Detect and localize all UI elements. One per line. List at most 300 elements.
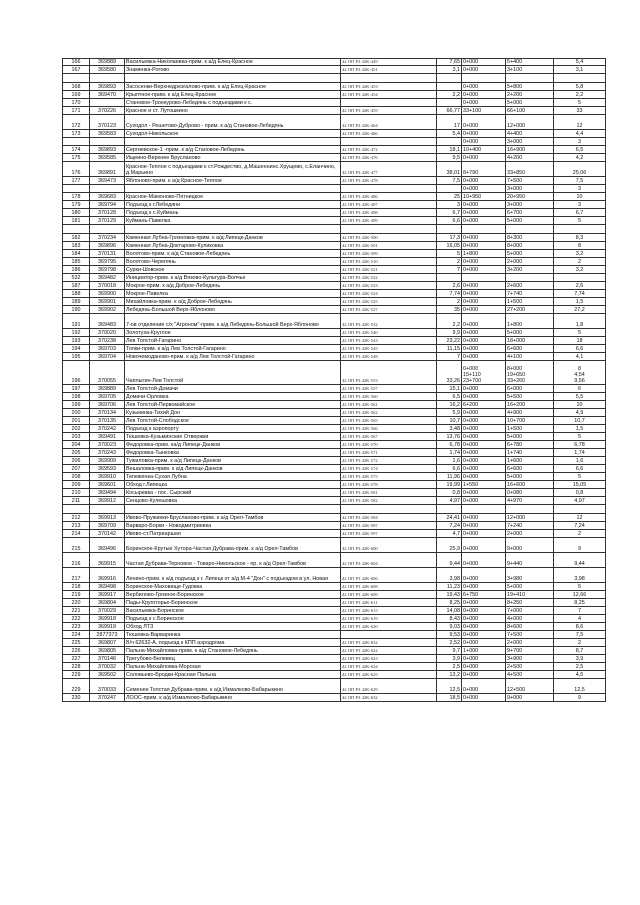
road-name: Тюшевка-Варваринка xyxy=(125,631,341,639)
road-identifier: 42 ОП РЗ 42К-455 xyxy=(341,107,437,115)
road-length: 2 xyxy=(437,258,462,266)
row-number: 187 xyxy=(63,282,90,290)
start-chainage: 0+000 xyxy=(462,553,506,568)
road-identifier: 42 ОП РЗ 42К-623 xyxy=(341,655,437,663)
start-chainage: 0+000 xyxy=(462,154,506,162)
road-length: 3,9 xyxy=(437,655,462,663)
table-row xyxy=(63,107,606,115)
road-code: 370023 xyxy=(90,441,125,449)
road-length: 33,26 xyxy=(437,361,462,385)
row-number: 178 xyxy=(63,193,90,201)
table-row xyxy=(63,530,606,538)
road-name: Ленино-прим. к а/д подъезд к г. Липецк от а/д М-4 "Дон" с подъездом в ул. Новая xyxy=(125,568,341,583)
road-identifier: 42 ОП РЗ 42К-523 xyxy=(341,282,437,290)
road-length: 38,01 xyxy=(437,162,462,177)
end-chainage xyxy=(506,505,554,514)
road-code: 370238 xyxy=(90,337,125,345)
road-code: 369902 xyxy=(90,306,125,314)
road-length: 2,5 xyxy=(437,663,462,671)
road-code: 369593 xyxy=(90,465,125,473)
road-identifier: 42 ОП РЗ 42К-498 xyxy=(341,209,437,217)
road-length: 6,7 xyxy=(437,209,462,217)
end-chainage: 9+000 xyxy=(506,538,554,553)
road-code: 369910 xyxy=(90,473,125,481)
row-number: 229 xyxy=(63,671,90,679)
table-row xyxy=(63,282,606,290)
road-code: 2877373 xyxy=(90,631,125,639)
road-length: 2,52 xyxy=(437,639,462,647)
table-row xyxy=(63,385,606,393)
end-chainage: 1+500 xyxy=(506,425,554,433)
road-code: 369703 xyxy=(90,345,125,353)
row-number: 186 xyxy=(63,266,90,274)
start-chainage: 0+000 xyxy=(462,282,506,290)
road-name: Волотово-прим. к а/д Становое-Лебедянь xyxy=(125,250,341,258)
road-identifier: 42 ОП РЗ 42К-832 xyxy=(341,639,437,647)
row-number: 170 xyxy=(63,99,90,107)
road-name: Волотово-Черепянь xyxy=(125,258,341,266)
start-chainage: 0+000 xyxy=(462,177,506,185)
section-length: 6,7 xyxy=(554,209,606,217)
table-row xyxy=(63,591,606,599)
start-chainage: 0+000 xyxy=(462,385,506,393)
end-chainage: 3+000 xyxy=(506,201,554,209)
road-code: 370247 xyxy=(90,694,125,702)
end-chainage: 6+000 xyxy=(506,385,554,393)
road-name: Мокрое-прим. к а/д Доброе-Лебедянь xyxy=(125,282,341,290)
road-length: 66,77 xyxy=(437,107,462,115)
road-length: 2,2 xyxy=(437,314,462,329)
table-row xyxy=(63,91,606,99)
road-length: 4,97 xyxy=(437,497,462,505)
row-number: 210 xyxy=(63,489,90,497)
start-chainage: 0+000 xyxy=(462,234,506,242)
start-chainage: 33+100 xyxy=(462,107,506,115)
road-length: 0,8 xyxy=(437,489,462,497)
end-chainage: 2+600 xyxy=(506,282,554,290)
road-name: Кузьминка-Тихий Дон xyxy=(125,409,341,417)
row-number: 180 xyxy=(63,209,90,217)
row-number xyxy=(63,225,90,234)
road-name: Тужиловка-прим. к а/д Липецк-Данков xyxy=(125,457,341,465)
road-code: 369473 xyxy=(90,177,125,185)
section-length: 3 xyxy=(554,138,606,146)
road-name xyxy=(125,185,341,193)
end-chainage: 4+200 xyxy=(506,154,554,162)
section-length: 7,5 xyxy=(554,631,606,639)
road-code: 370128 xyxy=(90,209,125,217)
table-row xyxy=(63,473,606,481)
row-number: 175 xyxy=(63,154,90,162)
road-length: 4,7 xyxy=(437,530,462,538)
section-length: 2 xyxy=(554,530,606,538)
road-name: Ивово-ст.Патриаршая xyxy=(125,530,341,538)
road-name: Косыревка - пос. Сырский xyxy=(125,489,341,497)
end-chainage: 5+000 xyxy=(506,433,554,441)
start-chainage: 0+000 xyxy=(462,473,506,481)
start-chainage: 0+000 xyxy=(462,201,506,209)
start-chainage: 0+000 xyxy=(462,694,506,702)
table-row xyxy=(63,481,606,489)
road-length: 7 xyxy=(437,266,462,274)
road-code: 370029 xyxy=(90,607,125,615)
start-chainage: 1+550 xyxy=(462,481,506,489)
row-number: 172 xyxy=(63,115,90,130)
row-number: 196 xyxy=(63,361,90,385)
section-length: 3,9 xyxy=(554,655,606,663)
road-name: Яблоново-прим. к а/д Красное-Теплое xyxy=(125,177,341,185)
table-row xyxy=(63,225,606,234)
start-chainage: 0+000 xyxy=(462,337,506,345)
start-chainage: 6+200 xyxy=(462,401,506,409)
row-number: 214 xyxy=(63,530,90,538)
end-chainage: 18+000 xyxy=(506,337,554,345)
road-name: Ивово-Пружинки-Брусланово-прим. к а/д Орел-Тамбов xyxy=(125,514,341,522)
road-code: 369580 xyxy=(90,66,125,74)
table-row xyxy=(63,209,606,217)
road-length: 9,03 xyxy=(437,623,462,631)
end-chainage: 5+000 xyxy=(506,473,554,481)
section-length: 4,4 xyxy=(554,130,606,138)
road-identifier: 42 ОП РЗ 42К-597 xyxy=(341,530,437,538)
row-number: 168 xyxy=(63,83,90,91)
road-code: 369709 xyxy=(90,522,125,530)
end-chainage: 10+700 xyxy=(506,417,554,425)
table-row xyxy=(63,393,606,401)
road-name xyxy=(125,74,341,83)
row-number: 197 xyxy=(63,385,90,393)
road-code: 369915 xyxy=(90,553,125,568)
road-name: Домачи-Орловка xyxy=(125,393,341,401)
road-name: Красное-Мамоново-Пятницкое xyxy=(125,193,341,201)
road-length: 5,4 xyxy=(437,130,462,138)
section-length: 5 xyxy=(554,217,606,225)
row-number: 202 xyxy=(63,425,90,433)
road-name: Васильевка-Николаевка-прим. к а/д Елец-Красное xyxy=(125,59,341,66)
section-length: 10 xyxy=(554,193,606,201)
table-row xyxy=(63,274,606,282)
section-length: 0,8 xyxy=(554,489,606,497)
road-code: 369704 xyxy=(90,353,125,361)
road-length: 8,43 xyxy=(437,615,462,623)
section-length: 3,98 xyxy=(554,568,606,583)
table-row xyxy=(63,417,606,425)
section-length: 5 xyxy=(554,99,606,107)
end-chainage: 2+500 xyxy=(506,663,554,671)
road-identifier: 42 ОП РЗ 42К-497 xyxy=(341,201,437,209)
table-row xyxy=(63,146,606,154)
road-code: 369794 xyxy=(90,201,125,209)
road-length: 13,76 xyxy=(437,433,462,441)
road-code: 370123 xyxy=(90,115,125,130)
table-row xyxy=(63,66,606,74)
section-length: 1,6 xyxy=(554,457,606,465)
section-length: 5,8 xyxy=(554,83,606,91)
road-length: 8,25 xyxy=(437,599,462,607)
road-identifier: 42 ОП РЗ 42К-609 xyxy=(341,591,437,599)
road-length: 19,43 xyxy=(437,591,462,599)
row-number: 216 xyxy=(63,553,90,568)
road-name: Засосенки-Верхнедрезгалово-прим. к а/д Елец-Красное xyxy=(125,83,341,91)
end-chainage xyxy=(506,225,554,234)
start-chainage: 1+000 xyxy=(462,647,506,655)
road-name: Мокрое-Павелка xyxy=(125,290,341,298)
end-chainage: 2+200 xyxy=(506,91,554,99)
road-identifier: 42 ОП РЗ 42К-608 xyxy=(341,583,437,591)
row-number: 222 xyxy=(63,615,90,623)
row-number: 211 xyxy=(63,497,90,505)
road-code: 370243 xyxy=(90,449,125,457)
section-length: 3 xyxy=(554,201,606,209)
road-identifier: 42 ОП РЗ 42К-625 xyxy=(341,671,437,679)
start-chainage: 0+000 xyxy=(462,522,506,530)
end-chainage: 16+600 xyxy=(506,481,554,489)
section-length: 5 xyxy=(554,433,606,441)
road-code xyxy=(90,505,125,514)
road-name: Подъезд к аэропорту xyxy=(125,425,341,433)
road-length: 18,1 xyxy=(437,146,462,154)
road-code: 370033 xyxy=(90,679,125,694)
road-length: 16,2 xyxy=(437,401,462,409)
section-length: 8,25 xyxy=(554,599,606,607)
road-name xyxy=(125,225,341,234)
start-chainage: 0+000 xyxy=(462,258,506,266)
road-identifier: 42 ОП РЗ 42К-561 xyxy=(341,401,437,409)
road-identifier xyxy=(341,185,437,193)
start-chainage: 0+000 xyxy=(462,530,506,538)
road-identifier: 42 ОП РЗ 42К-522 xyxy=(341,274,437,282)
road-name: Лебедянь-Большой Верх-Яблоново xyxy=(125,306,341,314)
start-chainage: 0+000 xyxy=(462,607,506,615)
end-chainage: 8+000 xyxy=(506,242,554,250)
road-name: Красное и ст. Лутошкино xyxy=(125,107,341,115)
start-chainage: 0+000 xyxy=(462,409,506,417)
start-chainage: 0+000 xyxy=(462,266,506,274)
road-code: 369917 xyxy=(90,591,125,599)
road-name: Подъезд к с.Боринское xyxy=(125,615,341,623)
road-code: 369482 xyxy=(90,274,125,282)
road-name: Подъезд к с.Куймань xyxy=(125,209,341,217)
row-number: 223 xyxy=(63,623,90,631)
start-chainage: 0+000 xyxy=(462,185,506,193)
road-identifier: 42 ОП РЗ 42К-454 xyxy=(341,91,437,99)
end-chainage: 6+700 xyxy=(506,209,554,217)
road-name xyxy=(125,138,341,146)
road-code xyxy=(90,225,125,234)
row-number xyxy=(63,74,90,83)
table-row xyxy=(63,361,606,385)
road-length: 6,6 xyxy=(437,465,462,473)
end-chainage xyxy=(506,74,554,83)
start-chainage: 0+000 xyxy=(462,671,506,679)
road-identifier xyxy=(341,225,437,234)
start-chainage: 6+750 xyxy=(462,591,506,599)
road-length: 11,15 xyxy=(437,345,462,353)
road-length: 3 xyxy=(437,201,462,209)
row-number: 204 xyxy=(63,441,90,449)
road-code: 369913 xyxy=(90,514,125,522)
road-code: 370146 xyxy=(90,655,125,663)
section-length: 10,7 xyxy=(554,417,606,425)
road-length: 25,9 xyxy=(437,538,462,553)
table-row xyxy=(63,250,606,258)
table-row xyxy=(63,162,606,177)
road-register-sheet xyxy=(62,58,605,702)
road-code: 369483 xyxy=(90,314,125,329)
table-row xyxy=(63,457,606,465)
road-identifier: 42 ОП РЗ 42К-572 xyxy=(341,457,437,465)
row-number: 224 xyxy=(63,631,90,639)
row-number: 203 xyxy=(63,433,90,441)
road-code: 369798 xyxy=(90,266,125,274)
table-row xyxy=(63,538,606,553)
road-identifier: 42 ОП РЗ 42К-570 xyxy=(341,441,437,449)
road-code: 369470 xyxy=(90,91,125,99)
start-chainage: 0+000 xyxy=(462,66,506,74)
start-chainage: 0+000 xyxy=(462,115,506,130)
road-length xyxy=(437,138,462,146)
start-chainage: 0+000 xyxy=(462,599,506,607)
start-chainage: 0+000 xyxy=(462,345,506,353)
start-chainage: 0+000 xyxy=(462,449,506,457)
row-number: 201 xyxy=(63,417,90,425)
road-identifier: 42 ОП РЗ 42К-524 xyxy=(341,290,437,298)
row-number: 176 xyxy=(63,162,90,177)
section-length: 4,1 xyxy=(554,353,606,361)
end-chainage: 2+000 xyxy=(506,639,554,647)
road-code xyxy=(90,138,125,146)
road-name: Васильевка-Боринское xyxy=(125,607,341,615)
road-length: 6,78 xyxy=(437,441,462,449)
section-length: 12 xyxy=(554,514,606,522)
table-row xyxy=(63,647,606,655)
section-length: 4,9 xyxy=(554,409,606,417)
road-code: 369502 xyxy=(90,671,125,679)
road-identifier: 42 ОП РЗ 42К-565 xyxy=(341,417,437,425)
road-name: Суходол-Никольское xyxy=(125,130,341,138)
table-row xyxy=(63,655,606,663)
row-number: 205 xyxy=(63,449,90,457)
section-length: 18 xyxy=(554,337,606,345)
row-number: 208 xyxy=(63,473,90,481)
start-chainage: 0+000 xyxy=(462,663,506,671)
table-row xyxy=(63,290,606,298)
end-chainage: 4+400 xyxy=(506,130,554,138)
end-chainage: 3+000 xyxy=(506,185,554,193)
table-row xyxy=(63,345,606,353)
start-chainage: 0+000 xyxy=(462,497,506,505)
end-chainage: 6+600 xyxy=(506,345,554,353)
start-chainage: 8+790 xyxy=(462,162,506,177)
row-number: 174 xyxy=(63,146,90,154)
road-code: 369498 xyxy=(90,583,125,591)
road-name: Вербилово-Грязное-Боринское xyxy=(125,591,341,599)
start-chainage: 0+000 xyxy=(462,679,506,694)
section-length xyxy=(554,225,606,234)
row-number: 212 xyxy=(63,514,90,522)
section-length: 15,05 xyxy=(554,481,606,489)
table-row xyxy=(63,258,606,266)
start-chainage: 0+000 xyxy=(462,615,506,623)
end-chainage: 7+000 xyxy=(506,607,554,615)
road-length xyxy=(437,225,462,234)
road-code: 369804 xyxy=(90,599,125,607)
start-chainage: 0+000 xyxy=(462,306,506,314)
row-number: 218 xyxy=(63,583,90,591)
table-row xyxy=(63,615,606,623)
start-chainage: 0+000 xyxy=(462,465,506,473)
row-number: 184 xyxy=(63,250,90,258)
road-code: 369893 xyxy=(90,146,125,154)
end-chainage: 4+900 xyxy=(506,409,554,417)
section-length: 6,78 xyxy=(554,441,606,449)
section-length: 8 4,54 9,56 xyxy=(554,361,606,385)
road-code xyxy=(90,74,125,83)
road-length: 25 xyxy=(437,193,462,201)
row-number: 179 xyxy=(63,201,90,209)
table-row xyxy=(63,138,606,146)
road-identifier: 42 ОП РЗ 42К-478 xyxy=(341,177,437,185)
section-length: 1,8 xyxy=(554,314,606,329)
road-length: 5 xyxy=(437,250,462,258)
start-chainage: 0+000 xyxy=(462,631,506,639)
road-length: 7,5 xyxy=(437,177,462,185)
road-identifier: 42 ОП РЗ 42К-527 xyxy=(341,306,437,314)
road-identifier xyxy=(341,99,437,107)
road-identifier: 42 ОП РЗ 42К-584 xyxy=(341,514,437,522)
row-number: 169 xyxy=(63,91,90,99)
row-number: 225 xyxy=(63,639,90,647)
road-identifier xyxy=(341,74,437,83)
row-number: 171 xyxy=(63,107,90,115)
road-length: 2,6 xyxy=(437,282,462,290)
road-identifier: 42 ОП РЗ 42К-464 xyxy=(341,115,437,130)
end-chainage: 16+200 xyxy=(506,401,554,409)
section-length xyxy=(554,74,606,83)
road-code: 370135 xyxy=(90,417,125,425)
table-row xyxy=(63,568,606,583)
road-identifier: 42 ОП РЗ 42К-606 xyxy=(341,568,437,583)
road-identifier: 42 ОП РЗ 42К-619 xyxy=(341,615,437,623)
road-identifier: 42 ОП РЗ 42К-453 xyxy=(341,83,437,91)
start-chainage: 0+000 xyxy=(462,91,506,99)
road-code: 369896 xyxy=(90,242,125,250)
section-length: 25,06 xyxy=(554,162,606,177)
road-identifier: 42 ОП РЗ 42К-620 xyxy=(341,623,437,631)
start-chainage: 0+000 xyxy=(462,329,506,337)
road-code: 369916 xyxy=(90,568,125,583)
road-code: 370131 xyxy=(90,250,125,258)
end-chainage: 2+000 xyxy=(506,530,554,538)
road-length: 7,65 xyxy=(437,59,462,66)
road-identifier: 42 ОП РЗ 42К-629 xyxy=(341,679,437,694)
road-length: 17 xyxy=(437,115,462,130)
start-chainage: 0+000 xyxy=(462,417,506,425)
end-chainage: 66+100 xyxy=(506,107,554,115)
row-number: 230 xyxy=(63,694,90,702)
end-chainage: 7+500 xyxy=(506,631,554,639)
road-name: Обход ЛТЗ xyxy=(125,623,341,631)
table-row xyxy=(63,599,606,607)
road-length: 1,74 xyxy=(437,449,462,457)
section-length: 10 xyxy=(554,401,606,409)
road-name: Обход г.Липецка xyxy=(125,481,341,489)
road-code: 370242 xyxy=(90,425,125,433)
table-row xyxy=(63,99,606,107)
row-number: 219 xyxy=(63,591,90,599)
table-row xyxy=(63,234,606,242)
end-chainage: 19+410 xyxy=(506,591,554,599)
